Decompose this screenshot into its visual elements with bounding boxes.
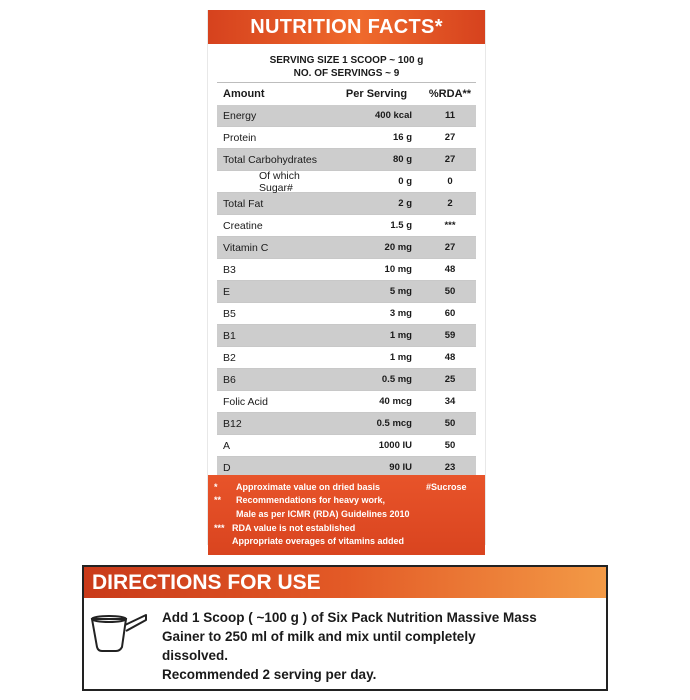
table-body [217, 105, 476, 479]
rda-value: 11 [444, 110, 456, 121]
table-row [217, 413, 476, 435]
per-serving-value: 10 mg [384, 264, 412, 275]
rda-value: 50 [444, 418, 456, 429]
nutrition-table [217, 82, 476, 479]
footnotes [208, 475, 485, 555]
per-serving-value: 0 g [398, 176, 412, 187]
table-row [217, 391, 476, 413]
nutrient-name: B5 [223, 307, 236, 320]
table-row [217, 171, 476, 193]
per-serving-value: 5 mg [389, 286, 412, 297]
table-row [217, 105, 476, 127]
table-row [217, 193, 476, 215]
rda-value: 27 [444, 132, 456, 143]
table-header [217, 82, 476, 105]
table-row [217, 325, 476, 347]
footnote-text-3b: Appropriate overages of vitamins added [232, 536, 405, 546]
table-row [217, 435, 476, 457]
nutrient-name: Of which Sugar# [259, 169, 300, 194]
rda-value: 27 [444, 154, 456, 165]
rda-value: *** [444, 220, 456, 231]
footnote-mark-2: ** [214, 495, 222, 505]
nutrition-title: NUTRITION FACTS* [208, 10, 485, 44]
per-serving-value: 1.5 g [390, 220, 412, 231]
per-serving-value: 90 IU [389, 462, 412, 473]
footnote-text-2b: Male as per ICMR (RDA) Guidelines 2010 [236, 509, 410, 519]
nutrient-name: Energy [223, 109, 257, 122]
rda-value: 2 [447, 198, 453, 209]
nutrient-name: B6 [223, 373, 236, 386]
rda-value: 59 [444, 330, 456, 341]
serving-info [208, 54, 485, 80]
nutrient-name: Total Carbohydrates [223, 153, 317, 166]
rda-value: 50 [444, 286, 456, 297]
footnote-text-1: Approximate value on dried basis [236, 482, 381, 492]
table-row [217, 237, 476, 259]
header-rda: %RDA** [428, 88, 472, 100]
nutrient-name: B2 [223, 351, 236, 364]
table-row [217, 215, 476, 237]
rda-value: 50 [444, 440, 456, 451]
servings-count: NO. OF SERVINGS ~ 9 [293, 68, 400, 79]
nutrient-name: B12 [223, 417, 242, 430]
nutrient-name: A [223, 439, 231, 452]
per-serving-value: 0.5 mcg [376, 418, 412, 429]
table-row [217, 303, 476, 325]
scoop-icon [90, 609, 148, 653]
footnote-sucrose: #Sucrose [426, 482, 467, 492]
per-serving-value: 40 mcg [379, 396, 412, 407]
nutrient-name: B1 [223, 329, 236, 342]
directions-line-3: dissolved. [162, 648, 229, 663]
per-serving-value: 3 mg [389, 308, 412, 319]
directions-title: DIRECTIONS FOR USE [84, 567, 606, 598]
nutrient-name: B3 [223, 263, 236, 276]
nutrient-name: Total Fat [223, 197, 264, 210]
table-row [217, 149, 476, 171]
nutrient-name: D [223, 461, 231, 474]
footnote-mark-3: *** [214, 523, 225, 533]
footnote-text-2a: Recommendations for heavy work, [236, 495, 386, 505]
nutrient-name: Vitamin C [223, 241, 269, 254]
table-row [217, 127, 476, 149]
nutrient-name: Protein [223, 131, 257, 144]
nutrient-name: Folic Acid [223, 395, 268, 408]
rda-value: 27 [444, 242, 456, 253]
per-serving-value: 20 mg [384, 242, 412, 253]
per-serving-value: 80 g [392, 154, 412, 165]
rda-value: 34 [444, 396, 456, 407]
directions-box [82, 565, 608, 691]
footnote-text-3a: RDA value is not established [232, 523, 356, 533]
per-serving-value: 1 mg [389, 352, 412, 363]
rda-value: 23 [444, 462, 456, 473]
rda-value: 48 [444, 264, 456, 275]
per-serving-value: 1 mg [389, 330, 412, 341]
per-serving-value: 400 kcal [375, 110, 412, 121]
table-row [217, 281, 476, 303]
table-row [217, 347, 476, 369]
directions-text [162, 608, 602, 684]
rda-value: 48 [444, 352, 456, 363]
per-serving-value: 2 g [398, 198, 412, 209]
directions-line-4: Recommended 2 serving per day. [162, 667, 377, 682]
nutrient-name: E [223, 285, 231, 298]
per-serving-value: 0.5 mg [381, 374, 412, 385]
rda-value: 25 [444, 374, 456, 385]
rda-value: 60 [444, 308, 456, 319]
header-per-serving: Per Serving [345, 88, 408, 100]
directions-line-1: Add 1 Scoop ( ~100 g ) of Six Pack Nutrition Massive Mass [162, 610, 537, 625]
table-row [217, 369, 476, 391]
rda-value: 0 [447, 176, 453, 187]
header-amount: Amount [223, 88, 265, 100]
per-serving-value: 16 g [392, 132, 412, 143]
nutrient-name: Creatine [223, 219, 263, 232]
nutrition-facts-panel [207, 10, 486, 545]
directions-line-2: Gainer to 250 ml of milk and mix until completely [162, 629, 476, 644]
footnote-mark-1: * [214, 482, 218, 492]
table-row [217, 259, 476, 281]
serving-size: SERVING SIZE 1 SCOOP ~ 100 g [269, 55, 424, 66]
per-serving-value: 1000 IU [378, 440, 412, 451]
